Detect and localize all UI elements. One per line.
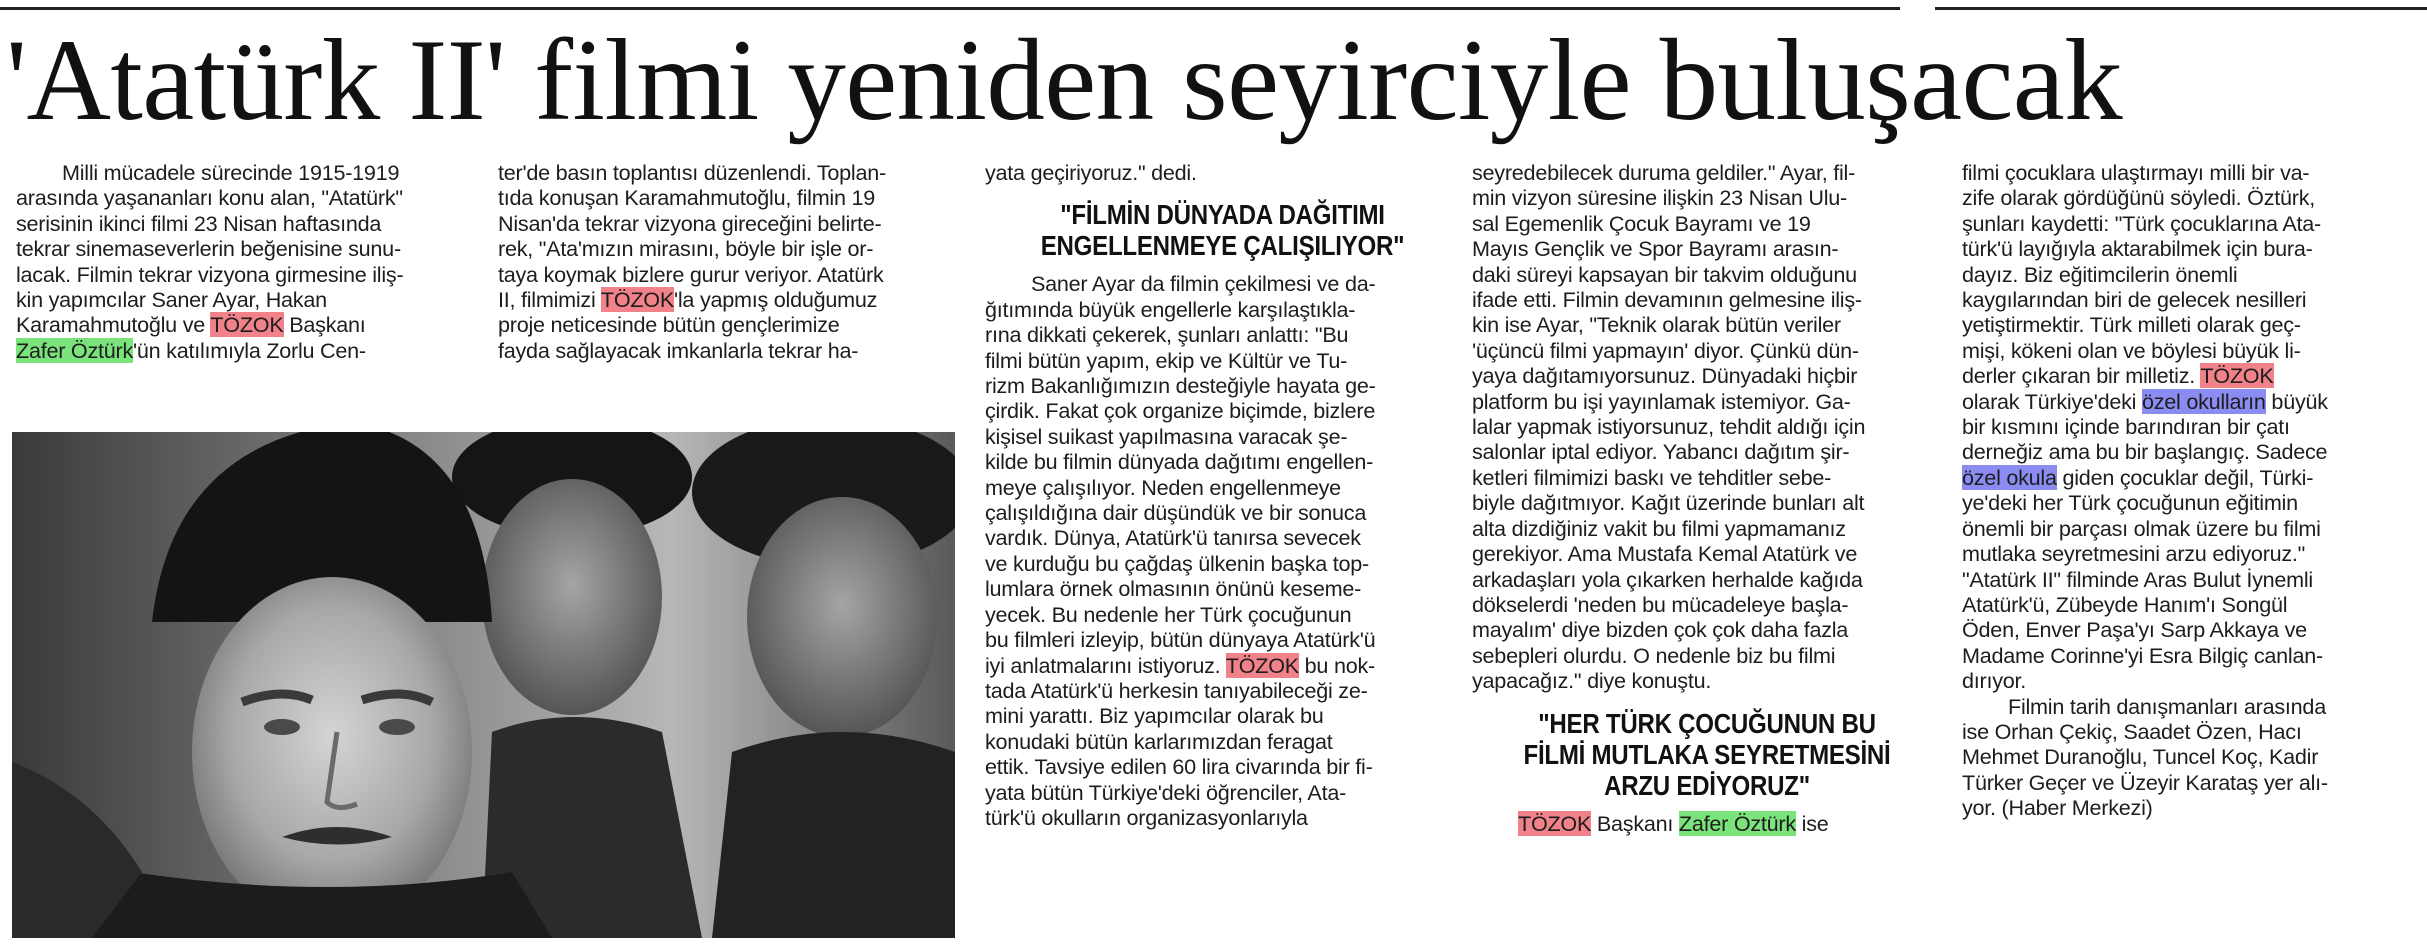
col4-text-2: ise [1795, 810, 1829, 836]
highlight-tozok: TÖZOK [1225, 652, 1299, 678]
column-1-paragraph [16, 160, 456, 363]
column-5-paragraph-1 [1962, 160, 2422, 694]
col3-text: Saner Ayar da filmin çekilmesi ve da- ğıtımında büyük engellerle karşılaştıkla- rına dikkati çekerek, şunları anlattı: "Bu filmi bütün yapım, ekip ve Kültür ve Tu- rizm Bakanlığımızın desteğiyle hayata ge- çirdik. Fakat çok organize biçimde, bizlere kişisel suikast yapılmasına varacak şe- kilde bu filmin dünyada dağıtımı engellen- meye çalışılıyor. Neden engellenmeye çalışıldığına dair düşündük ve bir sonuca vardık. Dünya, Atatürk'ü tanırsa sevecek ve kurduğu bu çağdaş ülkenin başka top- lumlara örnek olmasının önünü keseme- yecek. Bu nedenle her Türk çocuğunun bu filmleri izleyip, bütün dünyaya Atatürk'ü iyi anlatmalarını istiyoruz. [985, 271, 1376, 678]
film-still-photo [12, 432, 955, 938]
column-4-paragraph: seyredebilecek duruma geldiler." Ayar, fil- min vizyon süresine ilişkin 23 Nisan Ulu- sal Egemenlik Çocuk Bayramı ve 19 Mayıs Gençlik ve Spor Bayramı arasın- daki süreyi kapsayan bir takvim olduğunu ifade etti. Filmin devamının gelmesine iliş- kin ise Ayar, "Teknik olarak bütün veriler 'üçüncü filmi yapmayın' diyor. Çünkü dün- yaya dağıtamıyorsunuz. Dünyadaki hiçbir platform bu işi yayınlamak istemiyor. Ga- lalar yapmak istiyorsunuz, tehdit aldığı için salonlar iptal ediyor. Yabancı dağıtım şir- ketleri filmimizi baskı ve tehditler sebe- biyle dağıtmıyor. Kağıt üzerinde bunları alt alta dizdiğiniz vakit bu filmi yapmamanız gerekiyor. Ama Mustafa Kemal Atatürk ve arkadaşları yola çıkarken herhalde kağıda dökselerdi 'neden bu mücadeleye başla- mayalım' diye bizden çok çok daha fazla sebepleri olurdu. O nedenle biz bu filmi yapacağız." diye konuştu. [1472, 160, 1866, 694]
highlight-tozok: TÖZOK [2200, 363, 2274, 389]
col4-text: Başkanı [1591, 810, 1679, 836]
highlight-name: Zafer Öztürk [1678, 810, 1796, 836]
col5-text: filmi çocuklara ulaştırmayı milli bir va- zife olarak gördüğünü söyledi. Öztürk, şunları kaydetti: "Türk çocuklarına Ata- türk'ü layığıyla aktarabilmek için bura- dayız. Biz eğitimcilerin önemli kaygılarından biri de gelecek nesilleri yetiştirmektir. Türk milleti olarak geç- mişi, kökeni olan ve böylesi büyük li- derler çıkaran bir milletiz. [1962, 160, 2321, 389]
article-column-5 [1962, 160, 2422, 821]
column-3-lead: yata geçiriyoruz." dedi. [985, 160, 1197, 185]
col5-text-3: büyük bir kısmını içinde barındıran bir çatı derneğiz ama bu bir başlangıç. Sadece [1962, 388, 2328, 465]
highlight-ozel-okula: özel okula [1962, 464, 2057, 490]
subheading-2: "HER TÜRK ÇOCUĞUNUN BU FİLMİ MUTLAKA SEYRETMESİNİ ARZU EDİYORUZ" [1523, 707, 1891, 801]
col5-text-4: giden çocuklar değil, Türki- ye'deki her Türk çocuğunun eğitimin önemli bir parçası olmak üzere bu filmi mutlaka seyretmesini arzu ediyoruz." "Atatürk II" filminde Aras Bulut İynemli Atatürk'ü, Zübeyde Hanım'ı Songül Öden, Enver Paşa'yı Sarp Akkaya ve Madame Corinne'yi Esra Bilgiç canlan- dırıyor. [1962, 464, 2323, 694]
highlight-tozok: TÖZOK [600, 287, 675, 313]
col5-text-2: olarak Türkiye'deki [1962, 388, 2137, 414]
subheading-1: "FİLMİN DÜNYADA DAĞITIMI ENGELLENMEYE ÇALIŞILIYOR" [1040, 199, 1405, 262]
col3-text-2: bu nok- tada Atatürk'ü herkesin tanıyabileceği ze- mini yarattı. Biz yapımcılar olarak bu konudaki bütün karlarımızdan feragat ettik. Tavsiye edilen 60 lira civarında bir fi- yata bütün Türkiye'deki öğrenciler, Ata- türk'ü okulların organizasyonlarıyla [985, 652, 1375, 830]
top-rule-left [0, 0, 1900, 10]
highlight-ozel-okullarin: özel okulların [2141, 388, 2266, 414]
article-headline: 'Atatürk II' filmi yeniden seyirciyle buluşacak [6, 16, 2123, 145]
column-3-paragraph [985, 271, 1460, 830]
top-rule-right [1935, 0, 2427, 10]
highlight-name: Zafer Öztürk [16, 337, 133, 363]
article-column-1 [16, 160, 456, 363]
column-4-tail [1472, 811, 1942, 836]
article-column-3 [985, 160, 1460, 830]
column-2-paragraph [498, 160, 938, 363]
column-5-paragraph-2: Filmin tarih danışmanları arasında ise Orhan Çekiç, Saadet Özen, Hacı Mehmet Duranoğlu, Tuncel Koç, Kadir Türker Geçer ve Üzeyir Karataş yer alı- yor. (Haber Merkezi) [1962, 693, 2328, 821]
article-column-2 [498, 160, 938, 363]
film-still-image [12, 432, 955, 938]
highlight-tozok: TÖZOK [210, 312, 284, 338]
col2-text: ter'de basın toplantısı düzenlendi. Toplan- tıda konuşan Karamahmutoğlu, filmin 19 Nisan'da tekrar vizyona gireceğini belirte- rek, "Ata'mızın mirasını, böyle bir işle or- taya koymak bizlere gurur veriyor. Atatürk II, filmimizi [498, 160, 886, 313]
col1-text-2: Başkanı [289, 312, 366, 338]
col2-text-2: 'la yapmış olduğumuz proje neticesinde bütün gençlerimize fayda sağlayacak imkanlarla tekrar ha- [498, 287, 878, 363]
col1-text: Milli mücadele sürecinde 1915-1919 arasında yaşananları konu alan, "Atatürk" serisinin ikinci filmi 23 Nisan haftasında tekrar sinemaseverlerin beğenisine sunu- lacak. Filmin tekrar vizyona girmesine iliş- kin yapımcılar Saner Ayar, Hakan Karamahmutoğlu ve [16, 160, 404, 338]
highlight-tozok: TÖZOK [1518, 810, 1592, 836]
col1-text-3: 'ün katılımıyla Zorlu Cen- [133, 337, 366, 363]
article-column-4 [1472, 160, 1942, 836]
